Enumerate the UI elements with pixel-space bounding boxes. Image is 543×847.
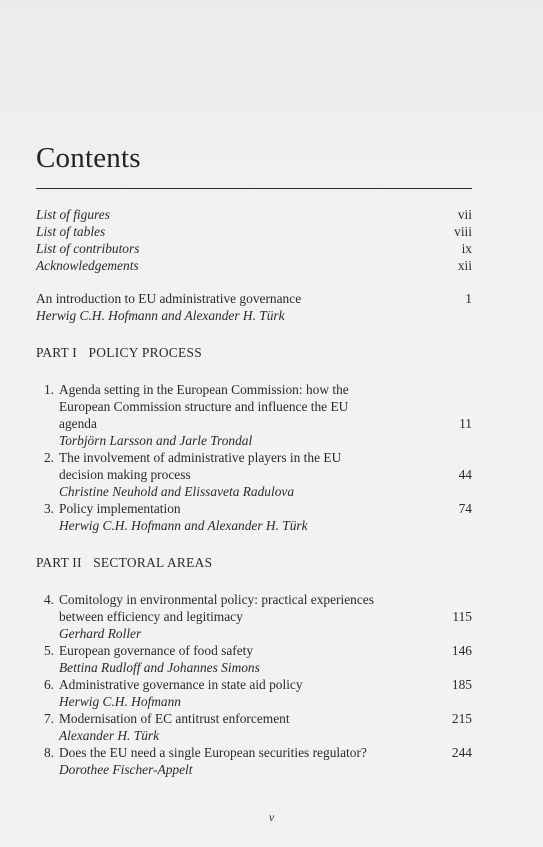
chapter-number: 4. bbox=[43, 592, 54, 607]
chapter-title-line: Comitology in environmental policy: practical experiences bbox=[59, 592, 374, 607]
part-label: PART I bbox=[36, 345, 77, 360]
chapter-number: 3. bbox=[43, 501, 54, 516]
front-matter bbox=[36, 206, 472, 274]
chapter-page: 185 bbox=[451, 677, 472, 692]
intro-entry bbox=[36, 290, 472, 324]
bleed-through bbox=[0, 0, 543, 210]
chapter-authors: Herwig C.H. Hofmann and Alexander H. Türk bbox=[59, 518, 308, 533]
chapter-number: 1. bbox=[43, 382, 54, 397]
part-label: PART II bbox=[36, 555, 82, 570]
chapter-page: 44 bbox=[458, 467, 472, 482]
chapter-authors: Herwig C.H. Hofmann bbox=[59, 694, 182, 709]
chapter-number: 7. bbox=[43, 711, 54, 726]
chapter-entry bbox=[36, 676, 472, 710]
front-item-label: List of contributors bbox=[36, 241, 140, 256]
contents-list bbox=[36, 206, 472, 778]
front-item bbox=[36, 257, 472, 274]
page-title: Contents bbox=[36, 142, 141, 174]
chapter-title-line: Modernisation of EC antitrust enforcement bbox=[59, 711, 290, 726]
front-item bbox=[36, 206, 472, 223]
chapter-number: 5. bbox=[43, 643, 54, 658]
chapter-authors: Bettina Rudloff and Johannes Simons bbox=[59, 660, 260, 675]
chapter-title-line: between efficiency and legitimacy bbox=[59, 609, 243, 624]
front-item-label: List of tables bbox=[36, 224, 106, 239]
front-item-page: xii bbox=[457, 258, 472, 273]
chapter-number: 2. bbox=[43, 450, 54, 465]
chapter-title-line: The involvement of administrative players in the EU bbox=[59, 450, 342, 465]
front-item bbox=[36, 240, 472, 257]
part-name: POLICY PROCESS bbox=[88, 345, 202, 360]
chapter-authors: Christine Neuhold and Elissaveta Radulova bbox=[59, 484, 295, 499]
chapter-number: 8. bbox=[43, 745, 54, 760]
intro-page: 1 bbox=[465, 291, 472, 306]
intro-title: An introduction to EU administrative governance bbox=[36, 291, 302, 306]
chapter-number: 6. bbox=[43, 677, 54, 692]
front-item-label: List of figures bbox=[36, 207, 110, 222]
chapter-page: 11 bbox=[459, 416, 472, 431]
page-number-footer: v bbox=[268, 810, 275, 824]
title-rule bbox=[36, 188, 472, 189]
chapter-page: 146 bbox=[451, 643, 472, 658]
chapter-entry bbox=[36, 710, 472, 744]
chapter-entry bbox=[36, 449, 472, 500]
chapter-title-line: agenda bbox=[59, 416, 97, 431]
chapter-page: 244 bbox=[451, 745, 472, 760]
intro-authors: Herwig C.H. Hofmann and Alexander H. Türk bbox=[36, 308, 285, 323]
part-name: SECTORAL AREAS bbox=[93, 555, 213, 570]
chapter-entry bbox=[36, 500, 472, 534]
front-item-page: ix bbox=[461, 241, 472, 256]
chapter-authors: Torbjörn Larsson and Jarle Trondal bbox=[59, 433, 253, 448]
chapter-authors: Alexander H. Türk bbox=[59, 728, 160, 743]
part-heading bbox=[36, 554, 472, 571]
chapter-entry bbox=[36, 642, 472, 676]
chapter-page: 215 bbox=[451, 711, 472, 726]
chapter-title-line: European Commission structure and influence the EU bbox=[59, 399, 349, 414]
chapter-page: 115 bbox=[452, 609, 472, 624]
chapter-title-line: Agenda setting in the European Commission: how the bbox=[59, 382, 349, 397]
front-item bbox=[36, 223, 472, 240]
chapter-title-line: European governance of food safety bbox=[59, 643, 254, 658]
chapter-title-line: Policy implementation bbox=[59, 501, 181, 516]
chapter-authors: Gerhard Roller bbox=[59, 626, 142, 641]
chapter-entry bbox=[36, 591, 472, 642]
chapter-entry bbox=[36, 744, 472, 778]
chapter-entry bbox=[36, 381, 472, 449]
part-heading bbox=[36, 344, 472, 361]
chapter-authors: Dorothee Fischer-Appelt bbox=[59, 762, 193, 777]
chapter-page: 74 bbox=[458, 501, 472, 516]
chapter-title-line: Administrative governance in state aid policy bbox=[59, 677, 303, 692]
front-item-page: vii bbox=[457, 207, 472, 222]
chapter-title-line: decision making process bbox=[59, 467, 191, 482]
front-item-label: Acknowledgements bbox=[36, 258, 139, 273]
chapter-title-line: Does the EU need a single European securities regulator? bbox=[59, 745, 367, 760]
front-item-page: viii bbox=[454, 224, 472, 239]
